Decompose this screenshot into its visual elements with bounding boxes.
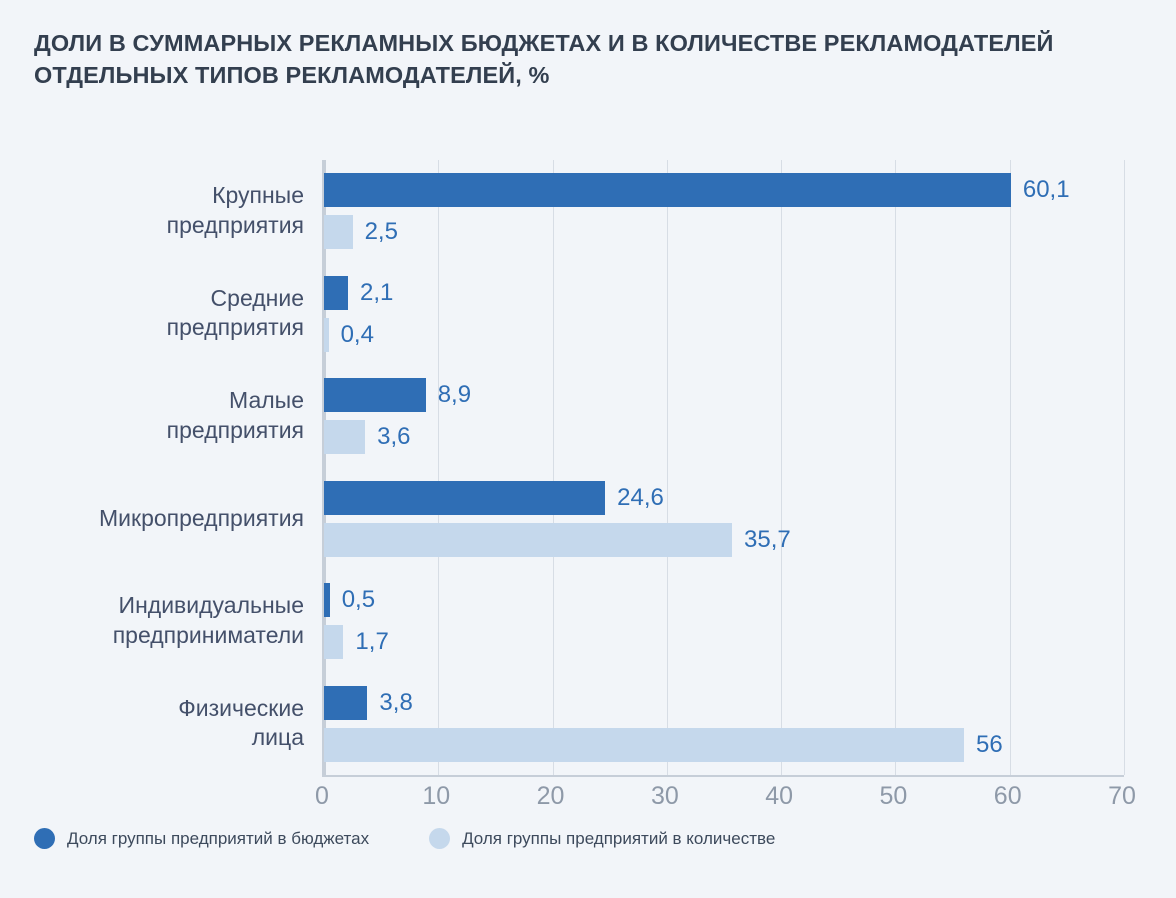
x-tick-label: 10 [422,782,451,810]
category-label-line: Индивидуальные [118,592,304,619]
bar[interactable] [324,215,353,249]
bar-row [324,263,1124,366]
category-label-line: лица [251,724,304,751]
x-tick-label: 0 [315,782,329,810]
bar-value-label: 0,5 [341,586,376,614]
bar[interactable] [324,420,365,454]
x-tick-label: 40 [765,782,794,810]
category-label-line: Малые [229,387,304,414]
category-label [0,181,304,240]
bar-value-label: 60,1 [1022,176,1070,204]
bar[interactable] [324,378,426,412]
bar[interactable] [324,625,343,659]
x-tick-label: 20 [536,782,565,810]
page-title-line-2: ОТДЕЛЬНЫХ ТИПОВ РЕКЛАМОДАТЕЛЕЙ, % [34,61,550,88]
legend-item-budgets[interactable] [34,828,369,849]
bar-value-label: 56 [976,730,1003,758]
bar-value-label: 1,7 [355,628,389,656]
category-label [0,591,304,650]
bar[interactable] [324,276,348,310]
x-tick-label: 50 [879,782,908,810]
bar-rows [324,160,1124,775]
bar-row [324,160,1124,263]
legend-item-count[interactable] [429,828,775,849]
bar-row [324,365,1124,468]
chart-legend [34,828,775,849]
bar-value-label: 35,7 [744,525,791,553]
bar[interactable] [324,173,1011,207]
category-label-line: предприятия [166,416,304,443]
x-tick-label: 70 [1108,782,1136,810]
category-label-line: предприниматели [112,621,304,648]
legend-swatch-icon [429,828,450,849]
legend-label: Доля группы предприятий в бюджетах [67,828,370,848]
bar[interactable] [324,523,732,557]
x-tick-label: 60 [993,782,1022,810]
plot-area [322,160,1124,775]
category-label-line: Крупные [212,182,304,209]
bar-value-label: 8,9 [437,381,472,409]
category-label-line: Микропредприятия [99,504,304,531]
page-title [34,28,1134,92]
category-label [0,284,304,343]
bar-row [324,570,1124,673]
category-label-line: предприятия [166,211,304,238]
bar-value-label: 2,1 [360,278,394,306]
category-label-line: Физические [178,694,304,721]
bar-value-label: 0,4 [340,320,374,348]
category-label-line: предприятия [166,314,304,341]
bar-value-label: 24,6 [617,483,664,511]
bar-value-label: 2,5 [364,218,398,246]
x-tick-label: 30 [650,782,679,810]
bar-row [324,673,1124,776]
bar-value-label: 3,8 [379,688,413,716]
legend-swatch-icon [34,828,55,849]
gridline [1124,160,1125,775]
bar[interactable] [324,686,367,720]
bar[interactable] [324,728,964,762]
bar[interactable] [324,318,329,352]
bar[interactable] [324,481,605,515]
category-label [0,386,304,445]
category-label-line: Средние [210,284,304,311]
page-title-line-1: ДОЛИ В СУММАРНЫХ РЕКЛАМНЫХ БЮДЖЕТАХ И В КОЛИЧЕСТВЕ РЕКЛАМОДАТЕЛЕЙ [34,30,1054,56]
category-label [0,504,304,533]
bar-row [324,468,1124,571]
bar-value-label: 3,6 [377,423,411,451]
bar[interactable] [324,583,330,617]
x-axis-line [322,775,1124,777]
category-label [0,694,304,753]
legend-label: Доля группы предприятий в количестве [462,828,776,848]
